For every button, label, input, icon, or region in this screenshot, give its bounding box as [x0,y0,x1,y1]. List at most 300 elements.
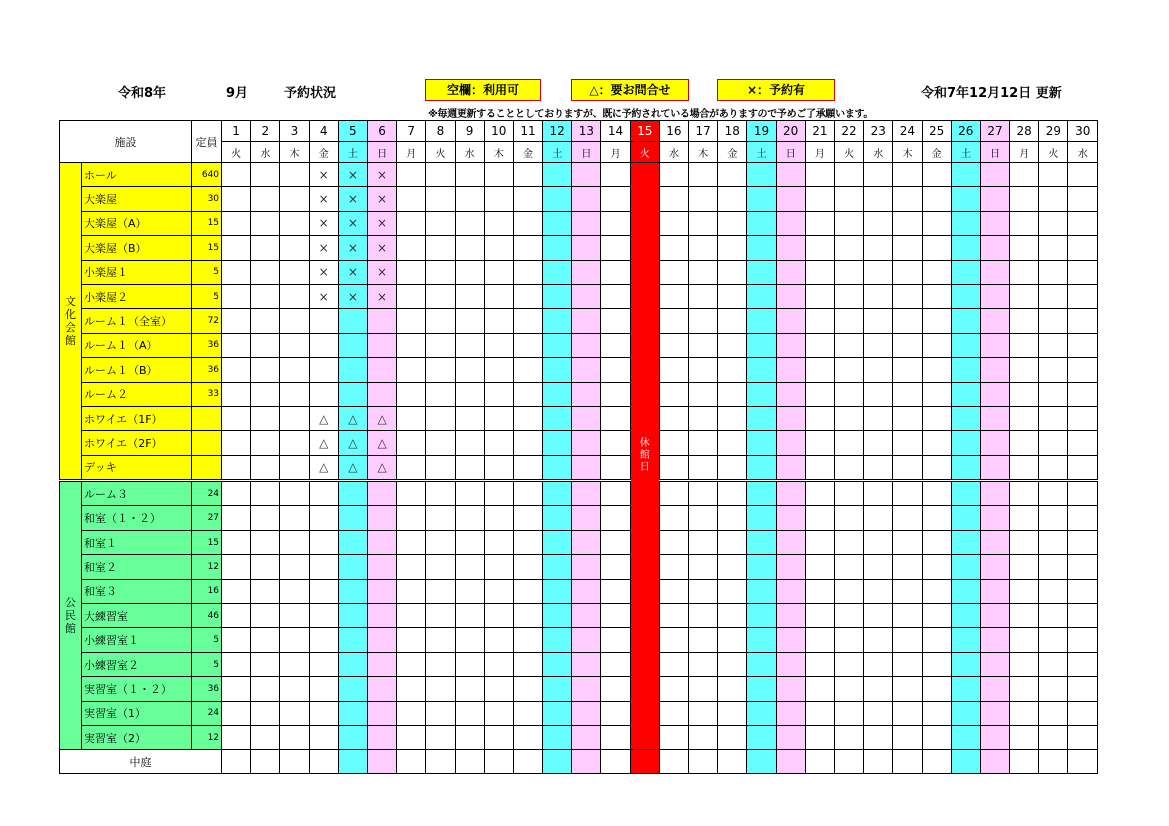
reservation-cell [367,236,396,260]
reservation-cell [367,652,396,676]
reservation-cell [747,236,776,260]
reservation-cell [659,750,688,774]
facility-capacity: 16 [192,579,222,603]
facility-name [82,579,192,603]
reservation-cell [718,187,747,211]
reservation-cell [834,333,863,357]
reservation-cell [980,725,1009,749]
reservation-cell [513,652,542,676]
day-number: 19 [747,121,776,142]
facility-header: 施設 [60,121,192,163]
reservation-cell [251,211,280,235]
reservation-cell [572,677,601,701]
reservation-cell [776,406,805,430]
reservation-cell [1039,187,1068,211]
reservation-cell [1010,701,1039,725]
reservation-cell [864,555,893,579]
reservation-cell [776,652,805,676]
reservation-cell [309,652,338,676]
reservation-cell [397,455,426,480]
facility-label: ルーム２ [84,388,128,402]
reservation-cell [805,260,834,284]
reservation-cell [222,260,251,284]
facility-row [60,187,1098,211]
reservation-cell [951,750,980,774]
reservation-cell [776,604,805,628]
reservation-cell [689,406,718,430]
reservation-cell [864,358,893,382]
reservation-cell [397,652,426,676]
reservation-cell [659,284,688,308]
reservation-cell [426,382,455,406]
reservation-cell [601,455,630,480]
reservation-cell [776,309,805,333]
reservation-cell [1068,579,1098,603]
reservation-cell [718,431,747,455]
reservation-cell [251,652,280,676]
reservation-cell [864,604,893,628]
reservation-cell [513,236,542,260]
reservation-cell [572,725,601,749]
reservation-cell [455,333,484,357]
reservation-cell [951,555,980,579]
reservation-cell [1068,358,1098,382]
reservation-cell [1068,628,1098,652]
reservation-cell [893,358,922,382]
reservation-cell [922,284,951,308]
reservation-mark: △ [377,435,387,450]
reservation-cell [1039,652,1068,676]
reservation-cell [251,506,280,530]
reservation-cell [1039,309,1068,333]
reservation-cell [805,163,834,187]
reservation-cell [572,406,601,430]
reservation-cell [1010,579,1039,603]
day-number: 26 [951,121,980,142]
weekday-label: 金 [718,142,747,163]
reservation-cell [251,628,280,652]
facility-capacity: 15 [192,211,222,235]
reservation-cell [776,481,805,506]
reservation-cell [659,333,688,357]
reservation-cell [659,555,688,579]
reservation-cell [338,260,367,284]
reservation-cell [805,187,834,211]
reservation-cell [747,382,776,406]
facility-row [60,260,1098,284]
weekday-label: 水 [1068,142,1098,163]
group-name: 文化会館 [65,295,76,348]
facility-row [60,481,1098,506]
reservation-cell [601,530,630,554]
reservation-cell [980,506,1009,530]
reservation-cell [659,358,688,382]
facility-label: ルーム１（B） [84,363,158,377]
reservation-cell [397,555,426,579]
facility-label: 大楽屋 [84,193,117,207]
reservation-cell [834,555,863,579]
reservation-cell [280,530,309,554]
reservation-cell [601,382,630,406]
reservation-cell [951,530,980,554]
reservation-cell [367,579,396,603]
reservation-cell [659,406,688,430]
reservation-cell [455,555,484,579]
day-number: 25 [922,121,951,142]
reservation-cell [776,701,805,725]
reservation-cell [951,604,980,628]
reservation-mark: × [377,265,388,280]
reservation-cell [251,677,280,701]
reservation-cell [309,382,338,406]
reservation-cell [864,309,893,333]
reservation-cell [893,677,922,701]
reservation-cell [718,260,747,284]
reservation-cell [601,750,630,774]
reservation-cell [1010,406,1039,430]
reservation-cell [805,406,834,430]
reservation-cell [601,628,630,652]
reservation-cell [426,481,455,506]
facility-capacity: 12 [192,555,222,579]
reservation-cell [893,701,922,725]
reservation-cell [251,309,280,333]
reservation-cell [309,187,338,211]
reservation-cell [834,358,863,382]
reservation-cell [776,163,805,187]
reservation-cell [309,628,338,652]
reservation-cell [718,530,747,554]
reservation-mark: △ [377,460,387,475]
reservation-cell [397,530,426,554]
facility-row [60,455,1098,480]
facility-label: ルーム１（全室） [84,315,172,329]
reservation-cell [747,333,776,357]
reservation-cell [1039,628,1068,652]
reservation-cell [251,750,280,774]
reservation-cell [338,187,367,211]
reservation-cell [601,236,630,260]
reservation-cell [251,406,280,430]
reservation-cell [864,406,893,430]
reservation-cell [834,455,863,480]
day-number: 20 [776,121,805,142]
reservation-cell [309,431,338,455]
reservation-cell [1068,187,1098,211]
reservation-cell [338,506,367,530]
reservation-cell [484,382,513,406]
reservation-cell [980,406,1009,430]
reservation-cell [718,382,747,406]
reservation-cell [922,455,951,480]
reservation-cell [718,406,747,430]
day-number: 6 [367,121,396,142]
reservation-cell [1068,163,1098,187]
closed-day-label: 休館日 [639,438,650,474]
reservation-cell [864,701,893,725]
weekday-label: 火 [834,142,863,163]
reservation-cell [543,481,572,506]
reservation-cell [572,701,601,725]
weekday-label: 月 [397,142,426,163]
reservation-cell [980,333,1009,357]
reservation-cell [1010,358,1039,382]
reservation-cell [747,604,776,628]
reservation-cell [922,358,951,382]
day-number: 28 [1010,121,1039,142]
reservation-cell [659,236,688,260]
reservation-cell [397,284,426,308]
reservation-cell [893,211,922,235]
reservation-cell [367,284,396,308]
reservation-cell [338,628,367,652]
facility-name [82,211,192,235]
reservation-cell [367,530,396,554]
facility-capacity: 5 [192,652,222,676]
facility-capacity: 24 [192,701,222,725]
reservation-cell [572,309,601,333]
reservation-cell [251,455,280,480]
reservation-cell [1039,725,1068,749]
reservation-cell [309,555,338,579]
reservation-cell [309,260,338,284]
facility-label: 和室（１・２） [84,512,161,526]
reservation-cell [747,284,776,308]
reservation-cell [893,260,922,284]
reservation-cell [601,163,630,187]
reservation-cell [951,382,980,406]
facility-capacity: 5 [192,260,222,284]
reservation-cell [689,431,718,455]
reservation-cell [718,750,747,774]
reservation-cell [338,382,367,406]
reservation-cell [367,309,396,333]
reservation-cell [922,236,951,260]
reservation-cell [222,406,251,430]
reservation-cell [1010,628,1039,652]
reservation-cell [776,725,805,749]
reservation-cell [455,431,484,455]
reservation-cell [601,506,630,530]
facility-capacity [192,431,222,455]
reservation-cell [805,652,834,676]
reservation-cell [222,506,251,530]
reservation-cell [309,333,338,357]
reservation-cell [338,579,367,603]
reservation-cell [601,481,630,506]
reservation-cell [426,406,455,430]
reservation-cell [1068,431,1098,455]
reservation-cell [426,260,455,284]
reservation-cell [834,701,863,725]
reservation-cell [1068,333,1098,357]
reservation-cell [747,628,776,652]
reservation-mark: △ [319,411,329,426]
reservation-cell [251,579,280,603]
reservation-cell [309,309,338,333]
reservation-cell [513,406,542,430]
reservation-cell [1010,163,1039,187]
reservation-cell [718,628,747,652]
reservation-cell [484,579,513,603]
reservation-cell [1010,455,1039,480]
reservation-cell [805,677,834,701]
reservation-cell [864,163,893,187]
reservation-cell [689,333,718,357]
header-row-days [60,121,1098,142]
reservation-cell [397,701,426,725]
reservation-cell [543,750,572,774]
reservation-cell [893,406,922,430]
reservation-cell [834,481,863,506]
reservation-cell [309,677,338,701]
facility-capacity [192,455,222,480]
reservation-cell [864,211,893,235]
reservation-cell [980,628,1009,652]
reservation-cell [980,236,1009,260]
reservation-cell [864,677,893,701]
reservation-cell [222,309,251,333]
reservation-cell [222,236,251,260]
reservation-cell [338,652,367,676]
reservation-cell [572,530,601,554]
reservation-cell [1068,555,1098,579]
reservation-cell [747,406,776,430]
reservation-mark: × [318,289,329,304]
reservation-cell [864,333,893,357]
reservation-cell [864,628,893,652]
reservation-cell [1039,701,1068,725]
facility-row [60,431,1098,455]
reservation-cell [572,187,601,211]
reservation-cell [572,652,601,676]
reservation-cell [397,431,426,455]
reservation-cell [455,236,484,260]
reservation-cell [397,211,426,235]
reservation-mark: △ [319,435,329,450]
facility-label: 小練習室２ [84,658,139,672]
weekday-label: 土 [747,142,776,163]
reservation-cell [543,604,572,628]
day-number: 22 [834,121,863,142]
reservation-cell [951,211,980,235]
reservation-cell [309,579,338,603]
reservation-cell [893,163,922,187]
reservation-cell [572,382,601,406]
reservation-cell [834,284,863,308]
reservation-cell [397,406,426,430]
day-number: 27 [980,121,1009,142]
reservation-cell [513,431,542,455]
reservation-cell [367,750,396,774]
reservation-cell [251,236,280,260]
reservation-cell [572,431,601,455]
reservation-cell [280,481,309,506]
reservation-cell [834,382,863,406]
facility-name [82,652,192,676]
reservation-cell [338,284,367,308]
day-number: 11 [513,121,542,142]
facility-row [60,284,1098,308]
reservation-cell [397,506,426,530]
reservation-cell [426,236,455,260]
reservation-cell [689,358,718,382]
reservation-cell [513,187,542,211]
reservation-cell [484,750,513,774]
reservation-cell [222,211,251,235]
reservation-cell [718,701,747,725]
reservation-cell [776,382,805,406]
reservation-cell [747,260,776,284]
reservation-cell [543,506,572,530]
facility-label: ホール [84,168,117,182]
reservation-cell [367,481,396,506]
reservation-cell [397,579,426,603]
reservation-cell [338,530,367,554]
reservation-cell [864,284,893,308]
reservation-cell [747,187,776,211]
reservation-cell [426,579,455,603]
reservation-cell [601,284,630,308]
reservation-cell [1010,530,1039,554]
reservation-cell [747,309,776,333]
weekday-label: 日 [367,142,396,163]
reservation-cell [601,677,630,701]
reservation-cell [484,260,513,284]
reservation-cell [543,701,572,725]
reservation-cell [747,163,776,187]
reservation-cell [864,579,893,603]
facility-label: 実習室（１・２） [84,682,172,696]
reservation-cell [659,211,688,235]
facility-label: 大練習室 [84,609,128,623]
facility-row [60,236,1098,260]
facility-capacity [192,406,222,430]
facility-capacity: 30 [192,187,222,211]
reservation-mark: × [377,167,388,182]
facility-row [60,604,1098,628]
reservation-cell [1010,750,1039,774]
reservation-cell [338,163,367,187]
reservation-cell [426,604,455,628]
facility-row [60,333,1098,357]
reservation-cell [543,163,572,187]
reservation-cell [951,236,980,260]
reservation-cell [426,677,455,701]
reservation-cell [718,652,747,676]
reservation-cell [426,455,455,480]
reservation-cell [426,309,455,333]
reservation-cell [572,628,601,652]
facility-row [60,579,1098,603]
reservation-cell [513,604,542,628]
day-number: 9 [455,121,484,142]
reservation-cell [426,211,455,235]
reservation-cell [893,652,922,676]
reservation-cell [572,260,601,284]
facility-name [82,701,192,725]
facility-label: ルーム３ [84,487,128,501]
reservation-cell [747,701,776,725]
reservation-cell [776,628,805,652]
day-number: 15 [630,121,659,142]
reservation-cell [805,481,834,506]
facility-capacity: 640 [192,163,222,187]
reservation-cell [1068,382,1098,406]
reservation-cell [718,333,747,357]
reservation-cell [426,506,455,530]
reservation-cell [718,506,747,530]
